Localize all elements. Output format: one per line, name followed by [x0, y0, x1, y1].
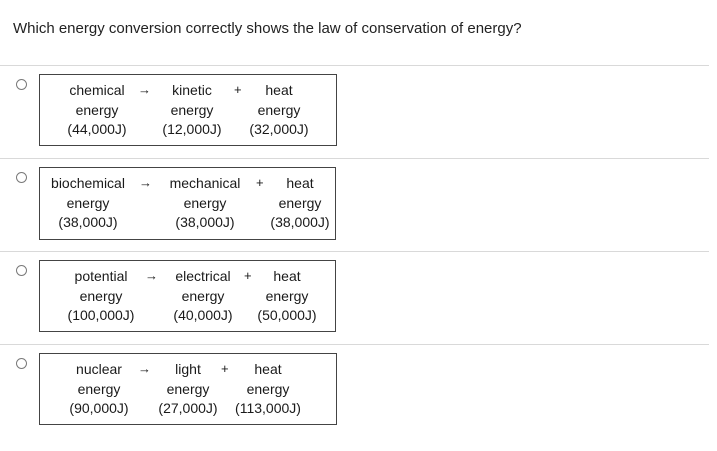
- option-4-input: nuclear energy (90,000J): [69, 361, 129, 416]
- option-4-box[interactable]: [39, 353, 337, 425]
- option-3-input: potential energy (100,000J): [67, 268, 135, 323]
- arrow-icon: →: [145, 268, 158, 283]
- plus-sign: +: [221, 361, 229, 376]
- option-1-radio[interactable]: [16, 79, 27, 90]
- option-3-output-1: electrical energy (40,000J): [173, 268, 233, 323]
- option-3-radio[interactable]: [16, 265, 27, 276]
- option-1-output-2: heat energy (32,000J): [249, 82, 309, 137]
- arrow-icon: →: [138, 361, 151, 376]
- question-text: Which energy conversion correctly shows the law of conservation of energy?: [13, 20, 522, 37]
- divider: [0, 65, 709, 66]
- option-1-input: chemical energy (44,000J): [67, 82, 127, 137]
- option-2-input: biochemical energy (38,000J): [51, 175, 125, 230]
- arrow-icon: →: [139, 175, 152, 190]
- option-3-output-2: heat energy (50,000J): [257, 268, 317, 323]
- plus-sign: +: [256, 175, 264, 190]
- option-1-output-1: kinetic energy (12,000J): [162, 82, 222, 137]
- option-2-radio[interactable]: [16, 172, 27, 183]
- option-2-output-2: heat energy (38,000J): [270, 175, 330, 230]
- option-1-box[interactable]: [39, 74, 337, 146]
- option-2-output-1: mechanical energy (38,000J): [169, 175, 241, 230]
- divider: [0, 158, 709, 159]
- option-4-radio[interactable]: [16, 358, 27, 369]
- option-3-box[interactable]: [39, 260, 336, 332]
- option-4-output-1: light energy (27,000J): [158, 361, 218, 416]
- plus-sign: +: [244, 268, 252, 283]
- divider: [0, 251, 709, 252]
- arrow-icon: →: [138, 82, 151, 97]
- plus-sign: +: [234, 82, 242, 97]
- option-4-output-2: heat energy (113,000J): [235, 361, 301, 416]
- divider: [0, 344, 709, 345]
- option-2-box[interactable]: [39, 167, 336, 240]
